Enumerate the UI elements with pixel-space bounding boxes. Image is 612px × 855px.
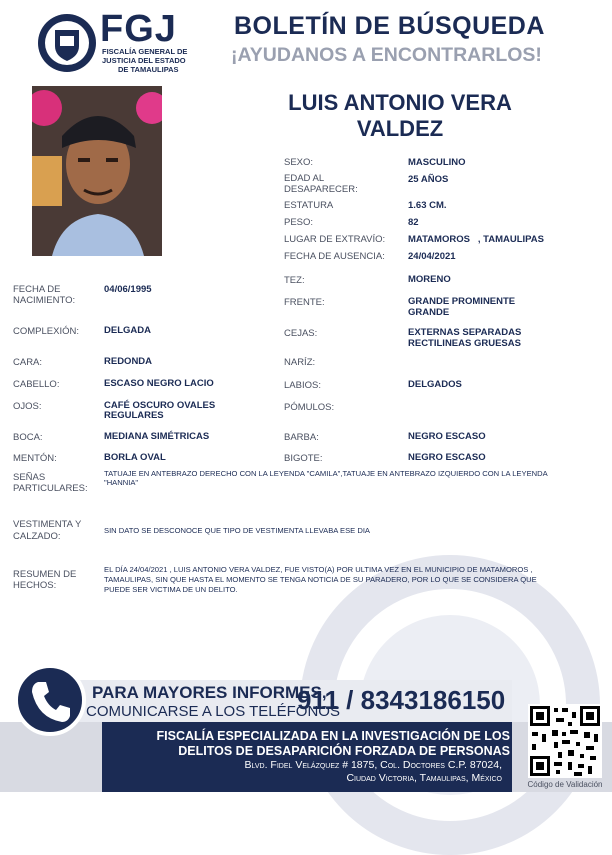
qr-code	[528, 704, 602, 778]
phone-icon	[18, 668, 82, 732]
bigote-value: NEGRO ESCASO	[408, 452, 486, 463]
logo-subtitle-2: JUSTICIA DEL ESTADO	[102, 56, 186, 65]
page-title: BOLETÍN DE BÚSQUEDA	[234, 12, 545, 40]
resumen-line-3: PUEDE SER VICTIMA DE UN DELITO.	[104, 585, 238, 594]
peso-label: PESO:	[284, 217, 314, 228]
menton-value: BORLA OVAL	[104, 452, 166, 463]
pomulos-label: PÓMULOS:	[284, 402, 335, 413]
edad-value: 25 AÑOS	[408, 174, 449, 185]
boca-value: MEDIANA SIMÉTRICAS	[104, 431, 210, 442]
frente-label: FRENTE:	[284, 297, 325, 308]
contact-phone: 911 / 8343186150	[297, 685, 506, 715]
frente-value-2: GRANDE	[408, 307, 450, 318]
senas-label-1: SEÑAS	[13, 472, 46, 483]
resumen-label-2: HECHOS:	[13, 580, 57, 591]
vestimenta-text: SIN DATO SE DESCONOCE QUE TIPO DE VESTIMENTA LLEVABA ESE DIA	[104, 526, 370, 535]
contact-line-1: PARA MAYORES INFORMES,	[92, 683, 327, 702]
person-name-line1: LUIS ANTONIO VERA	[288, 90, 512, 115]
footer-address-1: Blvd. Fidel Velázquez # 1875, Col. Doctores C.P. 87024,	[244, 759, 502, 771]
labios-value: DELGADOS	[408, 379, 462, 390]
page-subtitle: ¡AYUDANOS A ENCONTRARLOS!	[231, 44, 542, 66]
senas-text-1: TATUAJE EN ANTEBRAZO DERECHO CON LA LEYENDA "CAMILA",TATUAJE EN ANTEBRAZO IZQUIERDO CON LA LEYENDA	[104, 469, 548, 478]
vestimenta-label-2: CALZADO:	[13, 531, 61, 542]
estatura-value: 1.63 CM.	[408, 200, 447, 211]
menton-label: MENTÓN:	[13, 453, 57, 464]
sexo-label: SEXO:	[284, 157, 314, 168]
boca-label: BOCA:	[13, 432, 43, 443]
qr-caption: Código de Validación	[527, 780, 603, 789]
resumen-label-1: RESUMEN DE	[13, 569, 77, 580]
fgj-logo	[36, 12, 98, 74]
fecha-ausencia-label: FECHA DE AUSENCIA:	[284, 251, 385, 262]
labios-label: LABIOS:	[284, 380, 321, 391]
contact-line-2: COMUNICARSE A LOS TELÉFONOS	[86, 703, 340, 720]
resumen-line-1: EL DÍA 24/04/2021 , LUIS ANTONIO VERA VALDEZ, FUE VISTO(A) POR ULTIMA VEZ EN EL MUNICIPIO DE MATAMOROS ,	[104, 565, 533, 574]
tez-value: MORENO	[408, 274, 451, 285]
senas-label-2: PARTICULARES:	[13, 483, 88, 494]
resumen-line-2: TAMAULIPAS, SIN QUE HASTA EL MOMENTO SE TENGA NOTICIA DE SU PARADERO, POR LO QUE SE CONSIDERA QUE	[104, 575, 537, 584]
complexion-label: COMPLEXIÓN:	[13, 326, 79, 337]
lugar-value: MATAMOROS , TAMAULIPAS	[408, 234, 544, 245]
bigote-label: BIGOTE:	[284, 453, 323, 464]
ojos-value-1: CAFÉ OSCURO OVALES	[104, 400, 216, 411]
tez-label: TEZ:	[284, 275, 305, 286]
ojos-label: OJOS:	[13, 401, 42, 412]
fecha-ausencia-value: 24/04/2021	[408, 251, 456, 262]
ojos-value-2: REGULARES	[104, 410, 164, 421]
sexo-value: MASCULINO	[408, 157, 466, 168]
cabello-value: ESCASO NEGRO LACIO	[104, 378, 214, 389]
logo-subtitle-3: DE TAMAULIPAS	[118, 65, 179, 74]
cejas-value-1: EXTERNAS SEPARADAS	[408, 327, 522, 338]
nacimiento-value: 04/06/1995	[104, 284, 152, 295]
peso-value: 82	[408, 217, 419, 228]
complexion-value: DELGADA	[104, 325, 151, 336]
vestimenta-label-1: VESTIMENTA Y	[13, 519, 82, 530]
footer-line-2: DELITOS DE DESAPARICIÓN FORZADA DE PERSONAS	[178, 744, 510, 758]
lugar-label: LUGAR DE EXTRAVÍO:	[284, 234, 386, 245]
nacimiento-label-2: NACIMIENTO:	[13, 295, 76, 306]
cara-label: CARA:	[13, 357, 43, 368]
nacimiento-label-1: FECHA DE	[13, 284, 61, 295]
footer-address-2: Ciudad Victoria, Tamaulipas, México	[346, 772, 502, 784]
cara-value: REDONDA	[104, 356, 153, 367]
senas-text-2: "HANNIA"	[104, 478, 139, 487]
cabello-label: CABELLO:	[13, 379, 60, 390]
footer-line-1: FISCALÍA ESPECIALIZADA EN LA INVESTIGACIÓN DE LOS	[156, 729, 510, 743]
frente-value-1: GRANDE PROMINENTE	[408, 296, 516, 307]
missing-person-photo	[32, 86, 162, 256]
logo-subtitle-1: FISCALÍA GENERAL DE	[102, 47, 188, 56]
barba-label: BARBA:	[284, 432, 319, 443]
barba-value: NEGRO ESCASO	[408, 431, 486, 442]
shield-seal-icon	[36, 12, 98, 74]
estatura-label: ESTATURA	[284, 200, 334, 211]
nariz-label: NARÍZ:	[284, 357, 316, 368]
logo-text: FGJ	[100, 8, 177, 50]
edad-label-1: EDAD AL	[284, 173, 325, 184]
cejas-label: CEJAS:	[284, 328, 318, 339]
edad-label-2: DESAPARECER:	[284, 184, 358, 195]
person-name-line2: VALDEZ	[356, 116, 444, 141]
cejas-value-2: RECTILINEAS GRUESAS	[408, 338, 521, 349]
phone-icon-badge	[14, 664, 86, 736]
